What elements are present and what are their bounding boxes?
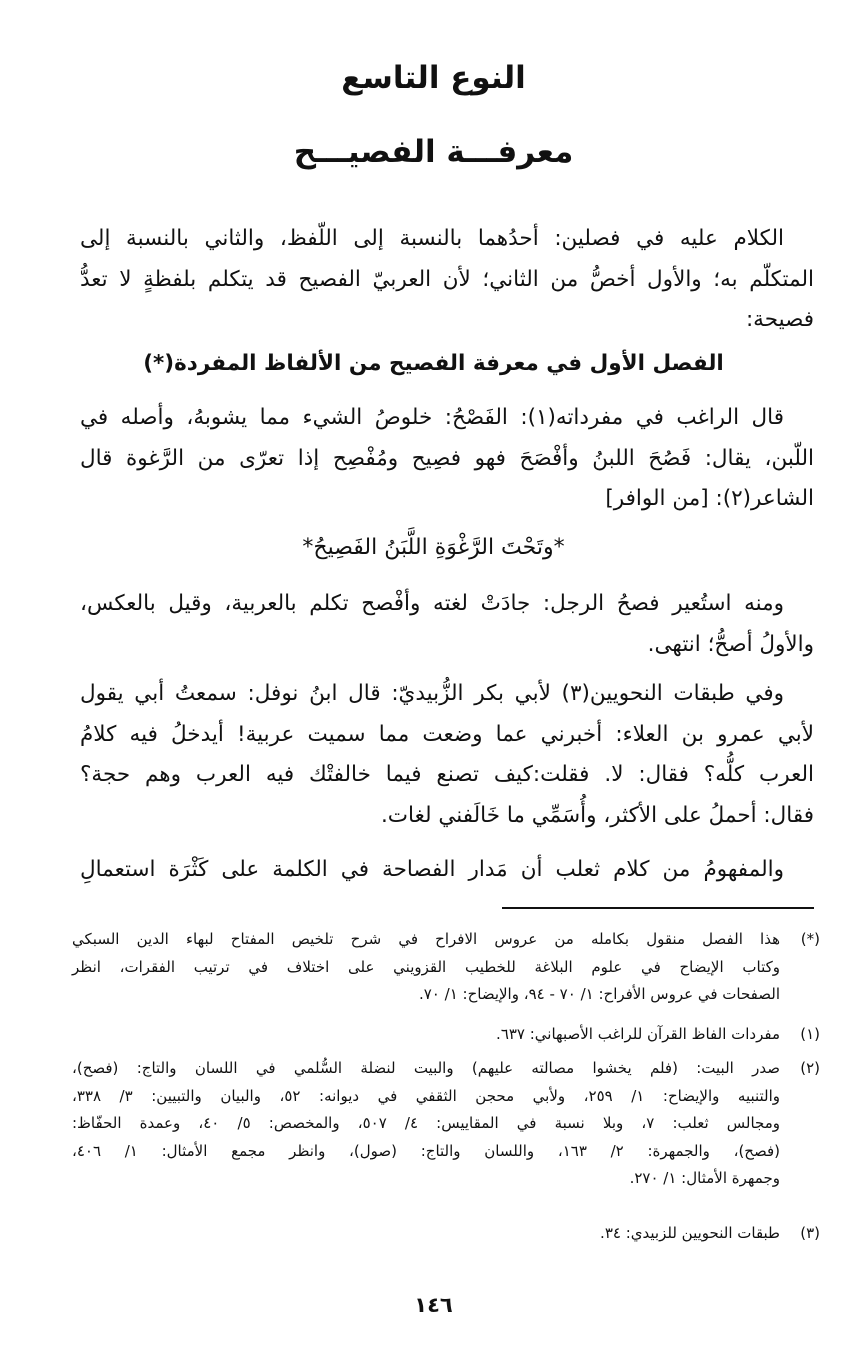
intro-line: الكلام عليه في فصلين: أحدُهما بالنسبة إلى اللّفظ، والثاني بالنسبة إلى	[80, 226, 784, 251]
footnote-3	[72, 1220, 820, 1248]
footnote-line: (فصح)، والجمهرة: ٢/ ١٦٣، واللسان والتاج: (صول)، وانظر مجمع الأمثال: ١/ ٤٠٦،	[72, 1141, 781, 1160]
footnote-mark: (١)	[800, 1025, 820, 1043]
page-number: ١٤٦	[414, 1293, 453, 1317]
footnote-line: صدر البيت: (فلم يخشوا مصالته عليهم) والبيت لنضلة السُّلمي في اللسان والتاج: (فصح)،	[72, 1059, 780, 1077]
paragraph-line: والأولُ أصحُّ؛ انتهى.	[647, 631, 814, 657]
poetry-verse: *وتَحْتَ الرَّغْوَةِ اللَّبَنُ الفَصِيحُ*	[302, 535, 565, 560]
paragraph-tabaqat	[80, 674, 814, 836]
section-heading: الفصل الأول في معرفة الفصيح من الألفاظ المفردة(*)	[143, 351, 724, 376]
paragraph-line: ومنه استُعير فصحُ الرجل: جادَتْ لغته وأفْصح تكلم بالعربية، وقيل بالعكس،	[80, 591, 784, 616]
paragraph-line: الشاعر(٢): [من الوافر]	[605, 486, 814, 511]
footnote-line: الصفحات في عروس الأفراح: ١/ ٧٠ - ٩٤، والإيضاح: ١/ ٧٠.	[418, 985, 780, 1003]
footnote-mark: (٢)	[800, 1059, 820, 1077]
footnote-line: مفردات الفاظ القرآن للراغب الأصبهاني: ٦٣٧.	[496, 1025, 780, 1043]
paragraph-line: والمفهومُ من كلام ثعلب أن مَدار الفصاحة في الكلمة على كَثْرَة استعمالِ	[80, 857, 784, 882]
footnote-line: ومجالس ثعلب: ٧، وبلا نسبة في المقاييس: ٤/ ٥٠٧، والمخصص: ٥/ ٤٠، وعمدة الحفّاظ:	[72, 1114, 781, 1132]
footnote-line: وجمهرة الأمثال: ١/ ٢٧٠.	[629, 1169, 780, 1187]
footnote-mark: (٣)	[800, 1224, 820, 1242]
paragraph-line: العرب كلُّه؟ فقال: لا. فقلت:كيف تصنع فيما خالفتْك فيه العرب وهم حجة؟	[80, 762, 814, 787]
footnote-star	[72, 926, 820, 1009]
paragraph-borrowed-meaning	[80, 584, 814, 665]
paragraph-line: لأبي عمرو بن العلاء: أخبرني عما وضعت مما سميت عربية! أيدخلُ فيه كلامُ	[80, 721, 814, 747]
footnote-1	[72, 1021, 820, 1049]
footnote-2	[72, 1055, 820, 1193]
paragraph-line: اللّبن، يقال: فَصُحَ اللبنُ وأفْصَحَ فهو فصِيح ومُفْصِح إذا تعرّى من الرَّغوة قال	[80, 445, 814, 471]
paragraph-line: قال الراغب في مفرداته(١): الفَصْحُ: خلوصُ الشيء مما يشوبهُ، وأصله في	[80, 405, 784, 430]
paragraph-line: فقال: أحملُ على الأكثر، وأُسَمِّي ما خَالَفني لغات.	[380, 802, 814, 828]
footnote-line: وكتاب الإيضاح في علوم البلاغة للخطيب القزويني على اختلاف في ترتيب الفقرات، انظر	[72, 957, 780, 976]
footnote-line: والتنبيه والإيضاح: ١/ ٢٥٩، ولأبي محجن الثقفي في ديوانه: ٥٢، والبيان والتبيين: ٣/ ٣٣٨،	[72, 1086, 781, 1105]
intro-paragraph	[80, 219, 814, 341]
chapter-number-title: النوع التاسع	[341, 60, 526, 96]
footnote-line: هذا الفصل منقول بكامله من عروس الافراح في شرح تلخيص المفتاح لبهاء الدين السبكي	[72, 930, 780, 948]
chapter-title: معرفـــة الفصيـــح	[293, 134, 574, 170]
paragraph-line: وفي طبقات النحويين(٣) لأبي بكر الزُّبيديّ: قال ابنُ نوفل: سمعتُ أبي يقول	[80, 681, 784, 706]
footnote-mark: (*)	[800, 930, 820, 948]
footnote-line: طبقات النحويين للزبيدي: ٣٤.	[600, 1224, 780, 1242]
paragraph-thalab	[80, 850, 814, 891]
footnote-separator	[502, 907, 814, 909]
intro-line: المتكلّم به؛ والأول أخصُّ من الثاني؛ لأن العربيّ الفصيح قد يتكلم بلفظةٍ لا تعدُّ	[80, 266, 814, 292]
paragraph-raghib	[80, 398, 814, 520]
intro-line: فصيحة:	[745, 307, 814, 332]
